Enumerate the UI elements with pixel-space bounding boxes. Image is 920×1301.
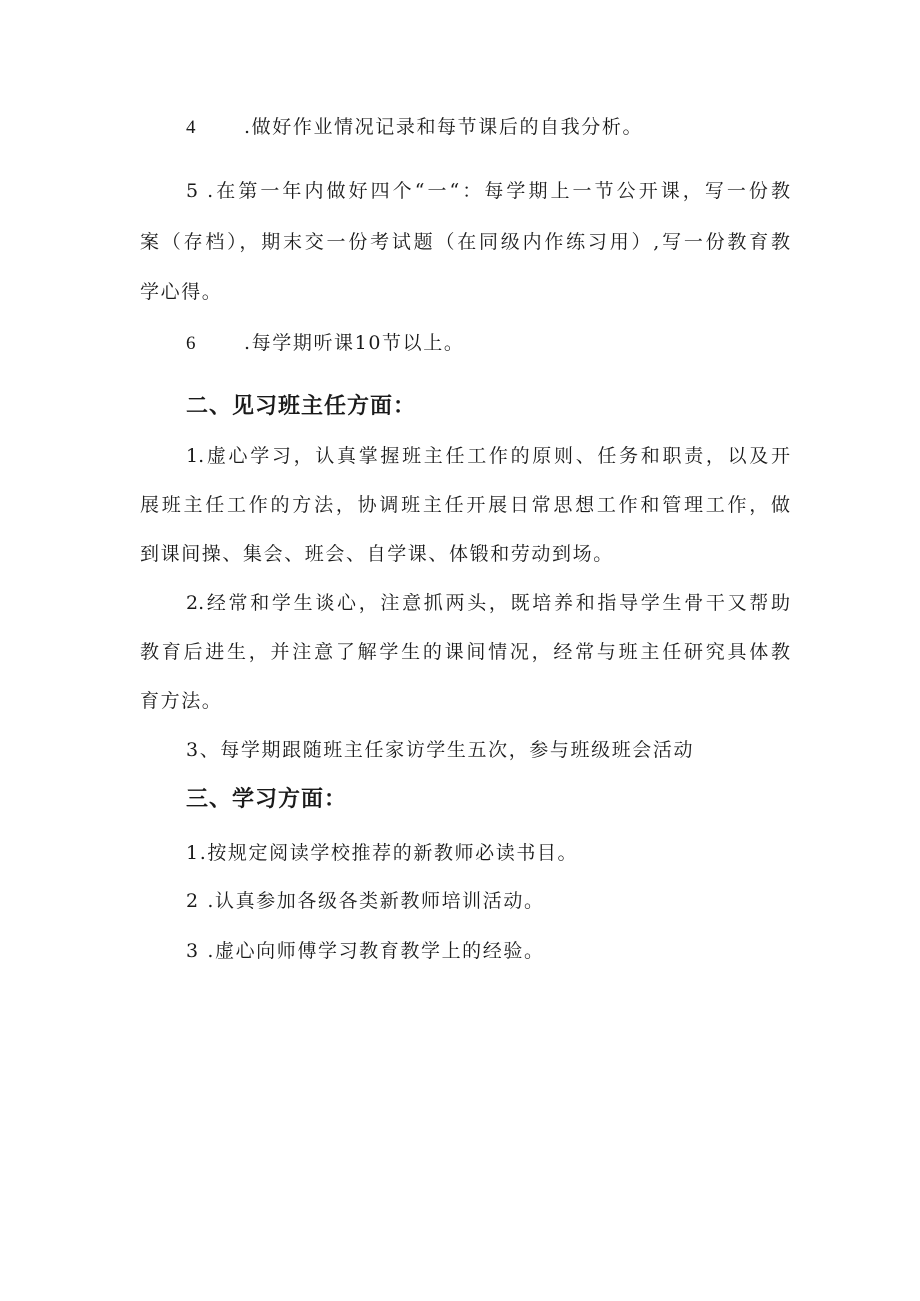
section-2-p3: 3、每学期跟随班主任家访学生五次，参与班级班会活动: [186, 739, 695, 761]
item-5-line-1: 5 .在第一年内做好四个“一“：每学期上一节公开课，写一份教: [186, 180, 790, 202]
item-4-text: .做好作业情况记录和每节课后的自我分析。: [244, 116, 644, 138]
item-6-text: .每学期听课10节以上。: [244, 332, 465, 354]
section-2-heading: 二、见习班主任方面：: [186, 394, 417, 419]
section-2-p2-line-2: 教育后进生，并注意了解学生的课间情况，经常与班主任研究具体教: [140, 641, 790, 663]
item-4: [186, 114, 790, 141]
item-6: [186, 330, 790, 357]
section-2-p1-line-2: 展班主任工作的方法，协调班主任开展日常思想工作和管理工作，做: [140, 494, 790, 516]
item-5-line-3: 学心得。: [140, 281, 223, 303]
item-4-number: 4: [186, 117, 198, 138]
item-6-number: 6: [186, 333, 198, 354]
item-5-line-2: 案（存档），期末交一份考试题（在同级内作练习用）,写一份教育教: [140, 231, 790, 253]
section-3-p1: 1.按规定阅读学校推荐的新教师必读书目。: [186, 842, 579, 864]
section-2-p1-line-3: 到课间操、集会、班会、自学课、体锻和劳动到场。: [140, 543, 614, 565]
section-2-p1-line-1: 1.虚心学习，认真掌握班主任工作的原则、任务和职责，以及开: [186, 445, 790, 467]
section-2-p2-line-1: 2.经常和学生谈心，注意抓两头，既培养和指导学生骨干又帮助: [186, 592, 790, 614]
section-3-heading: 三、学习方面：: [186, 787, 348, 812]
section-2-p2-line-3: 育方法。: [140, 690, 223, 712]
section-3-p3: 3 .虚心向师傅学习教育教学上的经验。: [186, 940, 545, 962]
section-3-p2: 2 .认真参加各级各类新教师培训活动。: [186, 890, 545, 912]
